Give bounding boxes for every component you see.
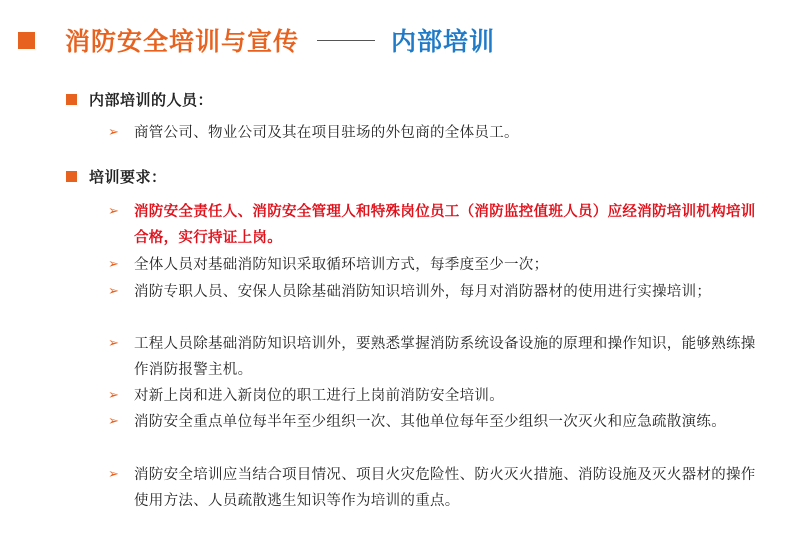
list-item-text: 全体人员对基础消防知识采取循环培训方式，每季度至少一次； [134, 257, 549, 273]
section-title: 培训要求： [89, 168, 167, 186]
arrow-bullet-icon: ➢ [108, 467, 119, 482]
section-title: 内部培训的人员： [89, 91, 214, 109]
list-item [108, 462, 768, 514]
list-item [108, 199, 768, 251]
list-item-text: 消防安全责任人、消防安全管理人和特殊岗位员工（消防监控值班人员）应经消防培训机构培训合格，实行持证上岗。 [134, 204, 756, 246]
arrow-bullet-icon: ➢ [108, 125, 119, 140]
list-item-text: 消防安全重点单位每半年至少组织一次、其他单位每年至少组织一次灭火和应急疏散演练。 [134, 414, 726, 430]
list-item [108, 383, 768, 409]
page-subtitle: 内部培训 [391, 27, 496, 56]
section-heading-personnel [66, 89, 213, 110]
page-header [18, 22, 495, 58]
list-item [108, 120, 768, 146]
square-marker-icon [66, 94, 77, 105]
list-item [108, 279, 768, 305]
list-item-text: 工程人员除基础消防知识培训外，要熟悉掌握消防系统设备设施的原理和操作知识，能够熟练操作消防报警主机。 [134, 336, 756, 378]
arrow-bullet-icon: ➢ [108, 284, 119, 299]
list-item-text: 商管公司、物业公司及其在项目驻场的外包商的全体员工。 [134, 125, 519, 141]
arrow-bullet-icon: ➢ [108, 388, 119, 403]
arrow-bullet-icon: ➢ [108, 336, 119, 351]
list-item [108, 331, 768, 383]
list-item-text: 消防专职人员、安保人员除基础消防知识培训外，每月对消防器材的使用进行实操培训； [134, 284, 712, 300]
list-item-text: 消防安全培训应当结合项目情况、项目火灾危险性、防火灭火措施、消防设施及灭火器材的操作使用方法、人员疏散逃生知识等作为培训的重点。 [134, 467, 756, 509]
arrow-bullet-icon: ➢ [108, 204, 119, 219]
page-title: 消防安全培训与宣传 [65, 27, 300, 56]
list-item [108, 409, 768, 435]
square-marker-icon [18, 32, 35, 49]
list-item-text: 对新上岗和进入新岗位的职工进行上岗前消防安全培训。 [134, 388, 504, 404]
section-heading-requirements [66, 166, 167, 187]
arrow-bullet-icon: ➢ [108, 257, 119, 272]
title-divider [317, 40, 375, 41]
square-marker-icon [66, 171, 77, 182]
list-item [108, 252, 768, 278]
arrow-bullet-icon: ➢ [108, 414, 119, 429]
